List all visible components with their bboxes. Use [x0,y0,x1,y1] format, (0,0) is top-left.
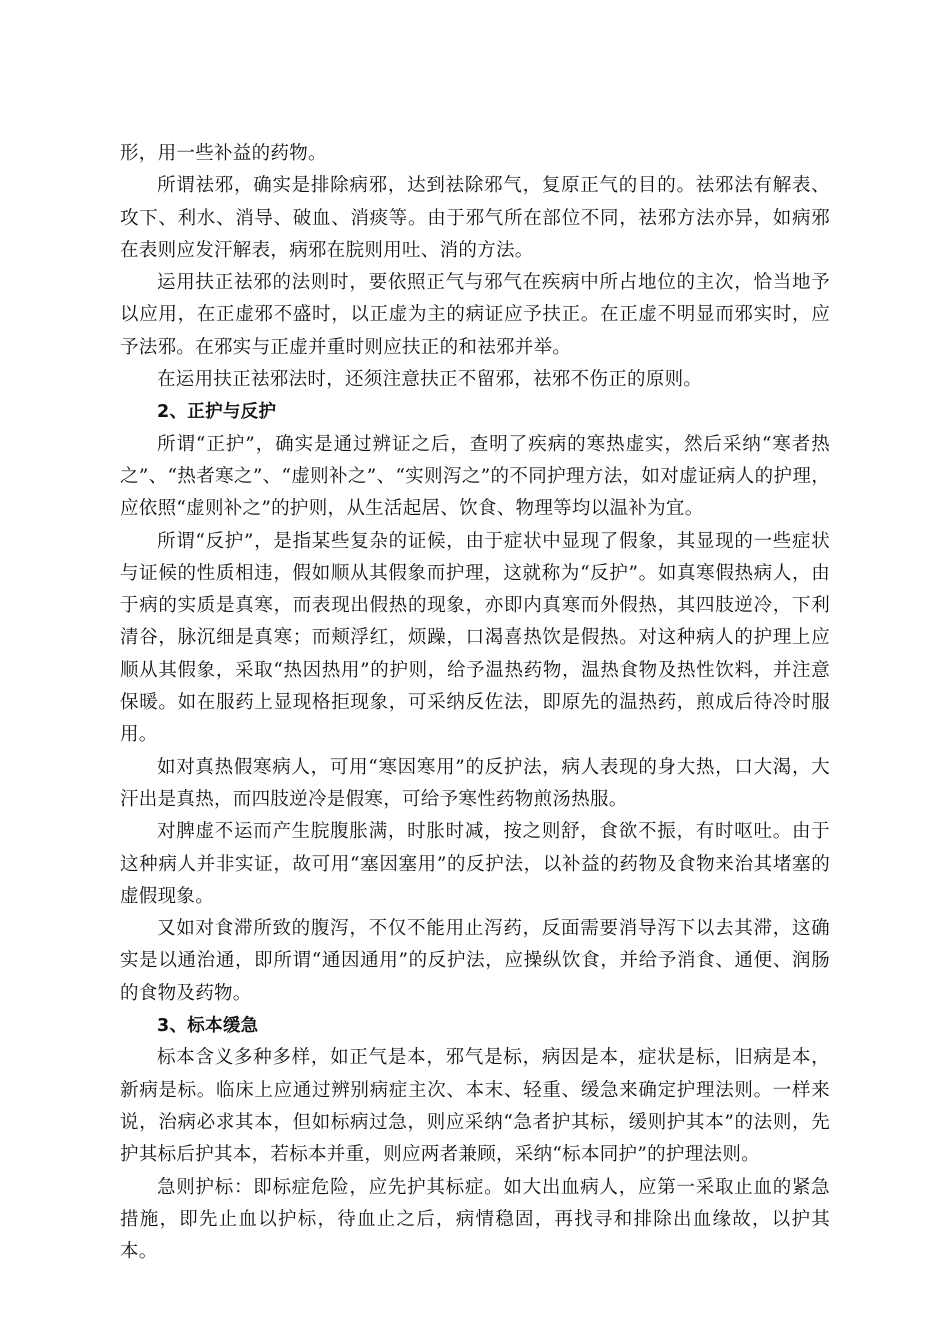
paragraph: 运用扶正祛邪的法则时，要依照正气与邪气在疾病中所占地位的主次，恰当地予以应用，在正虚邪不盛时，以正虚为主的病证应予扶正。在正虚不明显而邪实时，应予法邪。在邪实与正虚并重时则应扶正的和祛邪并举。 [120,272,830,358]
paragraph: 所谓“反护”，是指某些复杂的证候，由于症状中显现了假象，其显现的一些症状与证候的性质相违，假如顺从其假象而护理，这就称为“反护”。如真寒假热病人，由于病的实质是真寒，而表现出假热的现象，亦即内真寒而外假热，其四肢逆冷，下利清谷，脉沉细是真寒；而颊浮红，烦躁，口渴喜热饮是假热。对这种病人的护理上应顺从其假象，采取“热因热用”的护则，给予温热药物，温热食物及热性饮料，并注意保暖。如在服药上显现格拒现象，可采纳反佐法，即原先的温热药，煎成后待冷时服用。 [120,530,830,746]
paragraph: 急则护标：即标症危险，应先护其标症。如大出血病人，应第一采取止血的紧急措施，即先止血以护标，待血止之后，病情稳固，再找寻和排除出血缘故，以护其本。 [120,1176,830,1263]
paragraph: 如对真热假寒病人，可用“寒因寒用”的反护法，病人表现的身大热，口大渴，大汗出是真热，而四肢逆冷是假寒，可给予寒性药物煎汤热服。 [120,756,830,810]
paragraph: 又如对食滞所致的腹泻，不仅不能用止泻药，反面需要消导泻下以去其滞，这确实是以通治通，即所谓“通因通用”的反护法，应操纵饮食，并给予消食、通便、润肠的食物及药物。 [120,918,830,1004]
section-heading: 2、正护与反护 [157,402,277,423]
section-heading: 3、标本缓急 [157,1016,259,1037]
paragraph: 形，用一些补益的药物。 [120,143,327,164]
paragraph: 对脾虚不运而产生脘腹胀满，时胀时减，按之则舒，食欲不振，有时呕吐。由于这种病人并非实证，故可用“塞因塞用”的反护法，以补益的药物及食物来治其堵塞的虚假现象。 [120,821,830,907]
paragraph: 标本含义多种多样，如正气是本，邪气是标，病因是本，症状是标，旧病是本，新病是标。临床上应通过辨别病症主次、本末、轻重、缓急来确定护理法则。一样来说，治病必求其本，但如标病过急，则应采纳“急者护其标，缓则护其本”的法则，先护其标后护其本，若标本并重，则应两者兼顾，采纳“标本同护”的护理法则。 [120,1047,830,1166]
document-page [120,138,830,1268]
paragraph: 在运用扶正祛邪法时，还须注意扶正不留邪，祛邪不伤正的原则。 [157,369,703,391]
paragraph: 所谓“正护”，确实是通过辨证之后，查明了疾病的寒热虚实，然后采纳“寒者热之”、“热者寒之”、“虚则补之”、“实则泻之”的不同护理方法，如对虚证病人的护理，应依照“虚则补之”的护则，从生活起居、饮食、物理等均以温补为宜。 [120,433,830,520]
paragraph: 所谓祛邪，确实是排除病邪，达到祛除邪气，复原正气的目的。祛邪法有解表、攻下、利水、消导、破血、消痰等。由于邪气所在部位不同，祛邪方法亦异，如病邪在表则应发汗解表，病邪在脘则用吐、消的方法。 [120,175,830,261]
